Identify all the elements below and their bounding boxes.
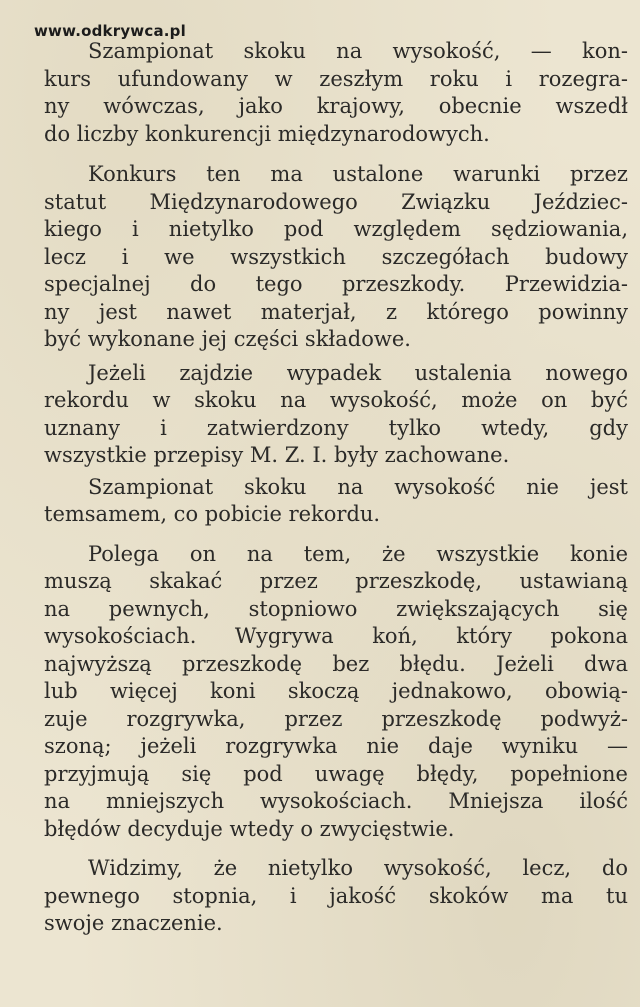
text-line: ny wówczas, jako krajowy, obecnie wszedł [44,94,628,118]
paragraph-3 [44,360,628,470]
text-line: być wykonane jej części składowe. [44,327,411,351]
text-line: pewnego stopnia, i jakość skoków ma tu [44,883,628,908]
text-line: Szampionat skoku na wysokość, — kon- [88,39,628,63]
text-line: Widzimy, że nietylko wysokość, lecz, do [88,856,628,880]
text-line: lecz i we wszystkich szczegółach budowy [44,244,628,269]
text-line: szoną; jeżeli rozgrywka nie daje wyniku — [44,734,628,758]
text-line: wysokościach. Wygrywa koń, który pokona [44,624,628,648]
text-line: uznany i zatwierdzony tylko wtedy, gdy [44,415,628,440]
text-line: błędów decyduje wtedy o zwycięstwie. [44,816,455,841]
paragraph-2 [44,161,628,354]
paragraph-5 [44,541,628,844]
text-line: najwyższą przeszkodę bez błędu. Jeżeli dwa [44,651,628,676]
paragraph-4 [44,474,628,529]
text-line: swoje znaczenie. [44,911,223,935]
text-line: zuje rozgrywka, przez przeszkodę podwyż- [44,706,628,731]
paragraph-6 [44,855,628,938]
text-line: Konkurs ten ma ustalone warunki przez [88,162,628,186]
text-line: Szampionat skoku na wysokość nie jest [88,474,628,499]
text-line: lub więcej koni skoczą jednakowo, obowią- [44,679,628,703]
watermark-text: www.odkrywca.pl [34,22,186,40]
text-line: przyjmują się pod uwagę błędy, popełnione [44,761,628,786]
text-line: wszystkie przepisy M. Z. I. były zachowane. [44,443,510,467]
text-line: muszą skakać przez przeszkodę, ustawianą [44,569,628,593]
text-line: ny jest nawet materjał, z którego powinny [44,299,628,324]
text-line: do liczby konkurencji międzynarodowych. [44,121,490,146]
text-line: na pewnych, stopniowo zwiększających się [44,596,628,621]
text-line: kurs ufundowany w zeszłym roku i rozegra- [44,66,628,91]
text-line: temsamem, co pobicie rekordu. [44,502,381,526]
text-line: specjalnej do tego przeszkody. Przewidzia- [44,272,628,296]
article-body [44,38,628,938]
text-line: statut Międzynarodowego Związku Jeździec- [44,189,628,214]
text-line: Polega on na tem, że wszystkie konie [88,541,628,566]
text-line: Jeżeli zajdzie wypadek ustalenia nowego [88,360,628,385]
text-line: kiego i nietylko pod względem sędziowania, [44,217,628,241]
paragraph-1 [44,38,628,148]
text-line: na mniejszych wysokościach. Mniejsza ilość [44,789,628,813]
text-line: rekordu w skoku na wysokość, może on być [44,388,628,412]
